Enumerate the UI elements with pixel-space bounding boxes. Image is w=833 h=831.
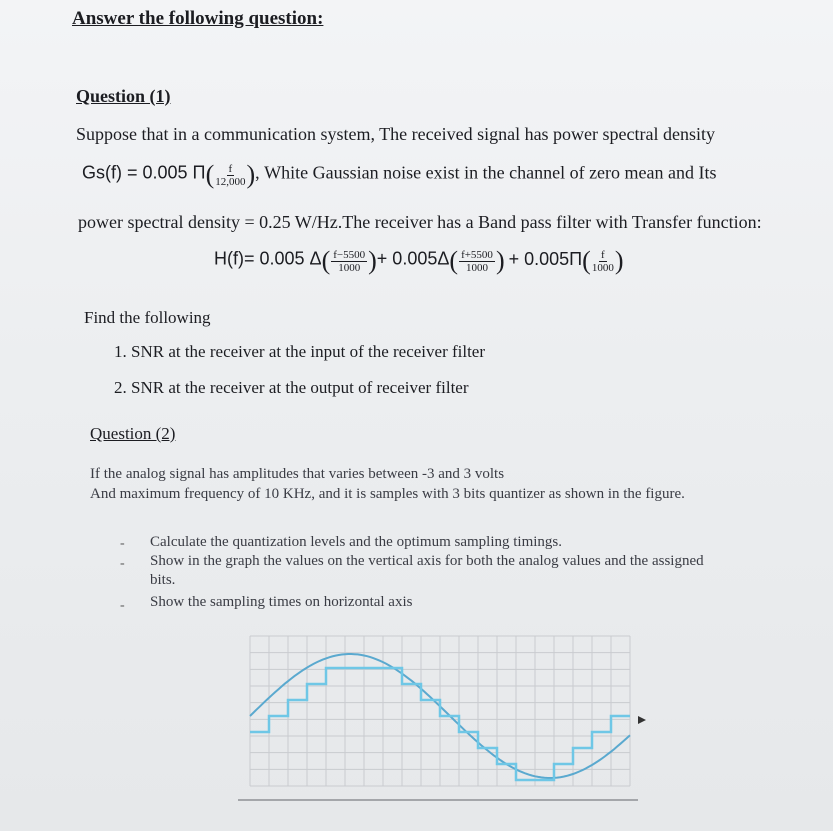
h-frac1-numerator: f−5500 [333,248,366,261]
paren-left: ( [582,246,591,275]
gs-numerator: f [228,162,233,175]
gs-fraction [215,163,245,188]
q2-line-1: If the analog signal has amplitudes that varies between -3 and 3 volts [90,466,505,482]
quantization-figure [238,628,648,806]
h-fraction-1 [331,249,367,274]
h-mid: + 0.005Δ [376,248,450,269]
h-tail: + 0.005Π [508,248,583,269]
paren-right: ) [368,246,377,275]
q2-bullet-1: Calculate the quantization levels and the optimum sampling timings. [150,534,563,550]
paren-left: ( [205,160,215,189]
h-frac2-denominator: 1000 [466,261,488,274]
paren-right: ) [495,246,505,275]
q2-bullet-2: Show in the graph the values on the vertical axis for both the analog values and the assigned [150,553,704,569]
assignment-header: Answer the following question: [72,8,324,29]
paren-left: ( [449,246,459,275]
paren-right: ) [614,246,624,275]
h-frac2-numerator: f+5500 [461,248,493,261]
h-frac1-denominator: 1000 [338,261,361,274]
h-prefix: H(f)= 0.005 Δ [214,248,322,269]
h-fraction-2 [459,249,495,274]
paren-right: ) [246,160,256,189]
q1-transfer-function [214,246,624,276]
question-1-title: Question (1) [76,86,171,106]
q1-gs-equation [82,160,717,190]
gs-denominator: 12,000 [215,175,246,188]
q1-line-3: power spectral density = 0.25 W/Hz.The receiver has a Band pass filter with Transfer function: [78,212,762,232]
h-frac3-denominator: 1000 [591,261,614,274]
q2-bullet-2-cont: bits. [150,572,176,588]
h-fraction-3 [592,249,614,274]
q2-line-2: And maximum frequency of 10 KHz, and it is samples with 3 bits quantizer as shown in the figure. [90,486,685,502]
list-item-1: 1. SNR at the receiver at the input of the receiver filter [114,342,486,361]
h-frac3-numerator: f [601,248,605,261]
paren-left: ( [321,246,331,275]
gs-prefix: Gs(f) = 0.005 Π [82,162,206,183]
q2-bullet-3: Show the sampling times on horizontal axis [150,594,413,610]
bullet-mark: - [120,598,125,613]
find-following: Find the following [84,308,211,327]
list-item-2: 2. SNR at the receiver at the output of receiver filter [114,378,469,397]
bullet-mark: - [120,556,125,571]
question-2-title: Question (2) [90,424,176,443]
gs-suffix: , White Gaussian noise exist in the channel of zero mean and Its [255,162,717,183]
q1-line-1: Suppose that in a communication system, The received signal has power spectral density [76,124,716,144]
bullet-mark: - [120,536,125,551]
axis-arrow-icon [638,716,646,724]
